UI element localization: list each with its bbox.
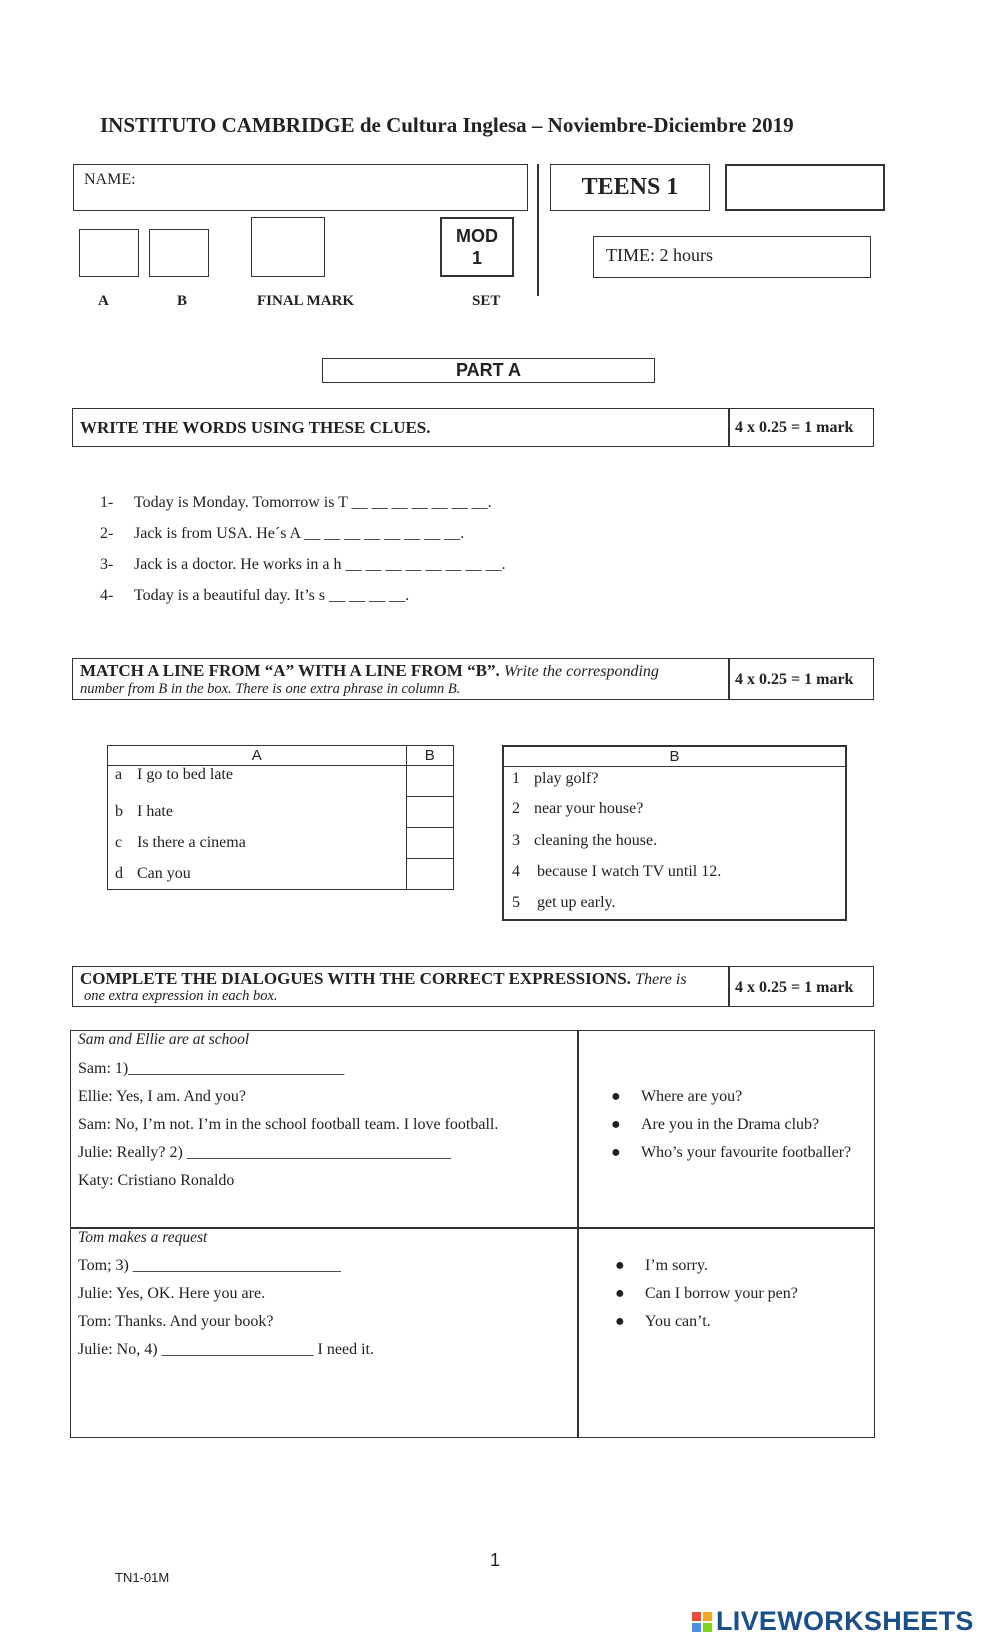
final-mark-box[interactable] bbox=[251, 217, 325, 277]
list-item: 1 play golf? bbox=[512, 770, 599, 787]
part-a-box bbox=[322, 358, 655, 383]
mod-number: 1 bbox=[471, 248, 482, 268]
section2-header bbox=[72, 658, 874, 700]
dialogue1-line: Ellie: Yes, I am. And you? bbox=[78, 1088, 246, 1105]
table-row bbox=[108, 859, 407, 890]
dialogue-vertical-divider bbox=[577, 1031, 579, 1437]
final-mark-label: FINAL MARK bbox=[257, 293, 355, 309]
section2-instruction-italic: Write the corresponding bbox=[503, 663, 659, 680]
question-3-number: 3- bbox=[100, 556, 114, 573]
score-box-a[interactable] bbox=[79, 229, 139, 277]
table-row bbox=[108, 828, 407, 859]
row-letter: b bbox=[115, 803, 123, 820]
section2-marks: 4 x 0.25 = 1 mark bbox=[735, 671, 854, 688]
bullet-icon: ● bbox=[615, 1257, 625, 1274]
list-item: 2 near your house? bbox=[512, 800, 644, 817]
question-4-text: Today is a beautiful day. It’s s __ __ __ __. bbox=[134, 587, 410, 604]
table-row bbox=[108, 766, 407, 797]
dialogue1-line: Sam: 1)___________________________ bbox=[78, 1060, 345, 1077]
row-text: Is there a cinema bbox=[137, 834, 246, 851]
dialogue1-title: Sam and Ellie are at school bbox=[78, 1031, 250, 1048]
section2-instruction-line2: number from B in the box. There is one extra phrase in column B. bbox=[80, 681, 461, 697]
question-2-text: Jack is from USA. He´s A __ __ __ __ __ __ __ __. bbox=[134, 525, 465, 542]
section3-marks: 4 x 0.25 = 1 mark bbox=[735, 979, 854, 996]
dialogue1-line: Sam: No, I’m not. I’m in the school football team. I love football. bbox=[78, 1116, 499, 1133]
name-box[interactable] bbox=[73, 164, 528, 211]
question-3-text: Jack is a doctor. He works in a h __ __ __ __ __ __ __ __. bbox=[134, 556, 506, 573]
row-text: I go to bed late bbox=[137, 766, 233, 783]
section2-instruction-bold: MATCH A LINE FROM “A” WITH A LINE FROM “B”. bbox=[80, 661, 500, 680]
row-letter: a bbox=[115, 766, 123, 783]
dialogue2-title: Tom makes a request bbox=[78, 1229, 208, 1246]
section3-instruction-bold: COMPLETE THE DIALOGUES WITH THE CORRECT EXPRESSIONS. bbox=[80, 969, 631, 988]
question-1-number: 1- bbox=[100, 494, 114, 511]
table-a-header-a: A bbox=[108, 746, 407, 766]
question-1-text: Today is Monday. Tomorrow is T __ __ __ __ __ __ __. bbox=[134, 494, 492, 511]
section1-header bbox=[72, 408, 874, 447]
score-label-b: B bbox=[177, 293, 188, 309]
table-b-header: B bbox=[504, 747, 845, 767]
section1-instruction: WRITE THE WORDS USING THESE CLUES. bbox=[80, 418, 431, 437]
section3-divider bbox=[728, 967, 730, 1006]
dialogue1-option: ● Who’s your favourite footballer? bbox=[611, 1144, 852, 1161]
dialogue1-option: ● Are you in the Drama club? bbox=[611, 1116, 820, 1133]
bullet-icon: ● bbox=[611, 1088, 621, 1105]
score-label-a: A bbox=[98, 293, 109, 309]
header-divider bbox=[537, 164, 539, 296]
list-item: 5 get up early. bbox=[512, 894, 616, 911]
score-box-b[interactable] bbox=[149, 229, 209, 277]
name-label: NAME: bbox=[84, 171, 136, 188]
row-text: I hate bbox=[137, 803, 173, 820]
dialogue2-option: ● You can’t. bbox=[615, 1313, 711, 1330]
bullet-icon: ● bbox=[611, 1144, 621, 1161]
match-table-b bbox=[502, 745, 847, 921]
section3-header bbox=[72, 966, 874, 1007]
table-a-header-b: B bbox=[406, 746, 453, 766]
dialogue2-line: Tom; 3) __________________________ bbox=[78, 1257, 341, 1274]
section2-instruction-line1 bbox=[80, 661, 659, 681]
dialogue1-line: Katy: Cristiano Ronaldo bbox=[78, 1172, 235, 1189]
mod-box bbox=[440, 217, 514, 277]
bullet-icon: ● bbox=[611, 1116, 621, 1133]
set-label: SET bbox=[472, 293, 501, 309]
table-row bbox=[108, 797, 407, 828]
part-title: PART A bbox=[456, 360, 521, 380]
brand-name: LIVEWORKSHEETS bbox=[716, 1606, 974, 1636]
list-item: 4 because I watch TV until 12. bbox=[512, 863, 722, 880]
level-box bbox=[550, 164, 710, 211]
mod-label: MOD bbox=[456, 226, 498, 246]
bullet-icon: ● bbox=[615, 1285, 625, 1302]
row-text: Can you bbox=[137, 864, 191, 882]
brand-logo bbox=[692, 1606, 974, 1637]
section3-instruction-line2: one extra expression in each box. bbox=[84, 988, 278, 1004]
answer-box-c[interactable] bbox=[406, 828, 453, 859]
level-label: TEENS 1 bbox=[581, 174, 679, 200]
document-title: INSTITUTO CAMBRIDGE de Cultura Inglesa – Noviembre-Diciembre 2019 bbox=[100, 113, 794, 137]
section3-instruction-line1 bbox=[80, 969, 687, 989]
dialogue2-line: Julie: Yes, OK. Here you are. bbox=[78, 1285, 266, 1302]
dialogue2-option: ● I’m sorry. bbox=[615, 1257, 708, 1274]
answer-box-d[interactable] bbox=[406, 859, 453, 890]
dialogue2-option: ● Can I borrow your pen? bbox=[615, 1285, 798, 1302]
question-2-number: 2- bbox=[100, 525, 114, 542]
page-number: 1 bbox=[490, 1550, 501, 1570]
time-box bbox=[593, 236, 871, 278]
document-code: TN1-01M bbox=[115, 1570, 170, 1585]
score-blank-box[interactable] bbox=[725, 164, 885, 211]
list-item: 3 cleaning the house. bbox=[512, 832, 658, 849]
dialogue1-option: ● Where are you? bbox=[611, 1088, 743, 1105]
dialogue2-line: Tom: Thanks. And your book? bbox=[78, 1313, 274, 1330]
dialogue2-line: Julie: No, 4) ___________________ I need it. bbox=[78, 1341, 374, 1358]
section1-divider bbox=[728, 409, 730, 446]
match-table-a bbox=[107, 745, 454, 890]
answer-box-b[interactable] bbox=[406, 797, 453, 828]
brand-squares-icon bbox=[692, 1612, 712, 1632]
question-4-number: 4- bbox=[100, 587, 114, 604]
dialogue-box bbox=[70, 1030, 875, 1438]
time-label: TIME: 2 hours bbox=[606, 245, 713, 265]
row-letter: d bbox=[115, 864, 123, 882]
bullet-icon: ● bbox=[615, 1313, 625, 1330]
section2-divider bbox=[728, 659, 730, 699]
row-letter: c bbox=[115, 834, 123, 851]
section3-instruction-italic: There is bbox=[635, 971, 687, 988]
answer-box-a[interactable] bbox=[406, 766, 453, 797]
dialogue1-line: Julie: Really? 2) _________________________________ bbox=[78, 1144, 451, 1161]
section1-marks: 4 x 0.25 = 1 mark bbox=[735, 419, 854, 436]
